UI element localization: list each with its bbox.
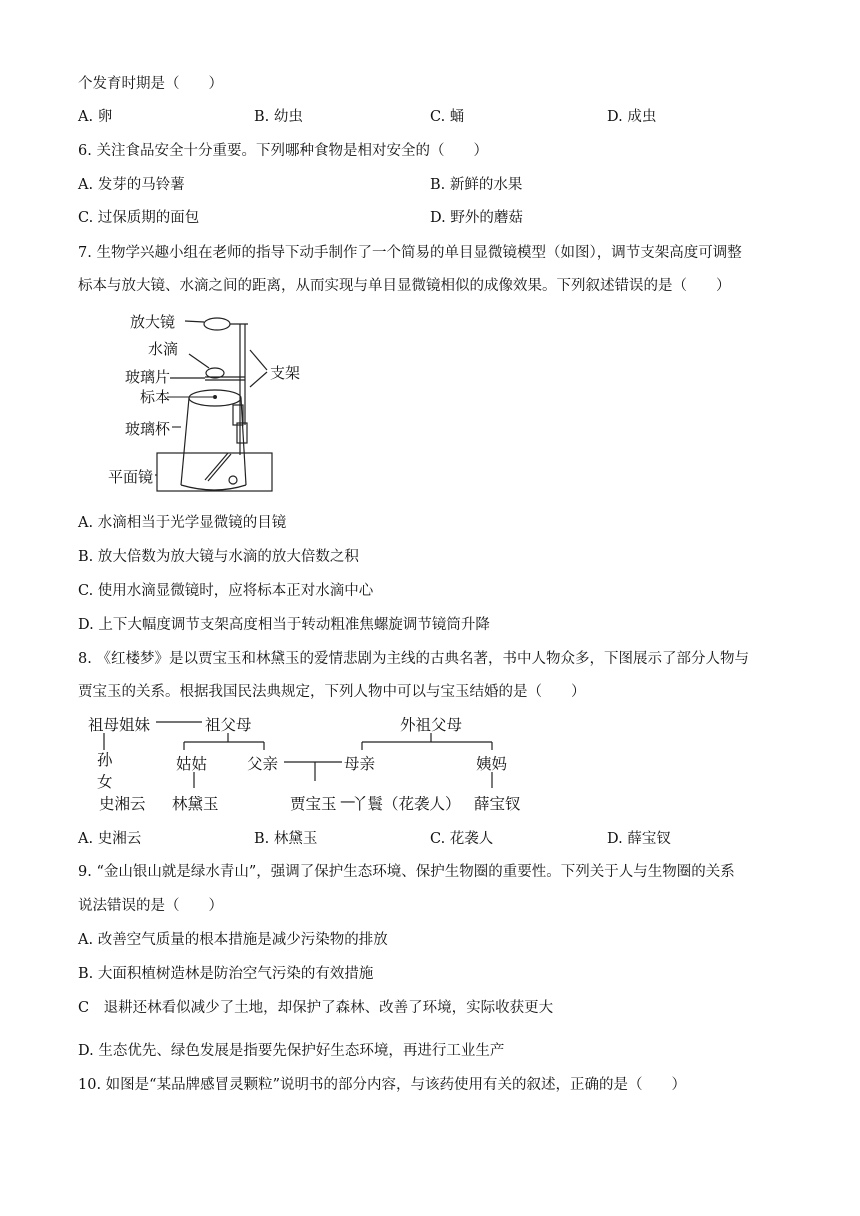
q8-option-a: A. 史湘云 bbox=[78, 831, 142, 847]
q5-option-a: A. 卵 bbox=[78, 109, 113, 125]
q8-option-c: C. 花袭人 bbox=[430, 831, 494, 847]
tree-xue-baochai: 薛宝钗 bbox=[474, 795, 521, 813]
tree-jia-baoyu: 贾宝玉 bbox=[290, 795, 337, 813]
q5-stem: 个发育时期是（ ） bbox=[78, 76, 223, 92]
q6-option-a: A. 发芽的马铃薯 bbox=[78, 177, 185, 193]
q7-option-a: A. 水滴相当于光学显微镜的目镜 bbox=[78, 515, 287, 531]
tree-grandma-sister: 祖母姐妹 bbox=[88, 716, 151, 734]
tree-mother: 母亲 bbox=[344, 755, 376, 773]
q5-option-c: C. 蛹 bbox=[430, 109, 465, 125]
tree-aunt-paternal: 姑姑 bbox=[176, 755, 208, 773]
q6-option-c: C. 过保质期的面包 bbox=[78, 210, 200, 226]
q7-stem-line2: 标本与放大镜、水滴之间的距离，从而实现与单目显微镜相似的成像效果。下列叙述错误的是（ ） bbox=[78, 278, 731, 294]
q8-option-d: D. 薛宝钗 bbox=[607, 831, 671, 847]
tree-maternal-grandparents: 外祖父母 bbox=[400, 716, 463, 734]
tree-father: 父亲 bbox=[247, 755, 279, 773]
q9-option-c: C 退耕还林看似减少了土地，却保护了森林、改善了环境，实际收获更大 bbox=[78, 1000, 554, 1016]
q9-option-a: A. 改善空气质量的根本措施是减少污染物的排放 bbox=[78, 932, 388, 948]
tree-lin-daiyu: 林黛玉 bbox=[172, 795, 219, 813]
q5-option-b: B. 幼虫 bbox=[254, 109, 303, 125]
label-specimen: 标本 bbox=[140, 388, 171, 406]
tree-shi-xiangyun: 史湘云 bbox=[99, 795, 146, 813]
tree-grandparents: 祖父母 bbox=[205, 716, 252, 734]
tree-aunt-maternal: 姨妈 bbox=[476, 755, 508, 773]
q8-stem-line2: 贾宝玉的关系。根据我国民法典规定，下列人物中可以与宝玉结婚的是（ ） bbox=[78, 684, 586, 700]
magnifier-lens bbox=[204, 318, 230, 330]
q6-option-b: B. 新鲜的水果 bbox=[430, 177, 523, 193]
q8-option-b: B. 林黛玉 bbox=[254, 831, 318, 847]
q9-option-d: D. 生态优先、绿色发展是指要先保护好生态环境，再进行工业生产 bbox=[78, 1043, 505, 1059]
q6-stem: 6. 关注食品安全十分重要。下列哪种食物是相对安全的（ ） bbox=[78, 143, 488, 159]
q9-stem-line1: 9. “金山银山就是绿水青山”，强调了保护生态环境、保护生物圈的重要性。下列关于人与生物圈的关系 bbox=[78, 864, 735, 880]
tree-maid-huaxiren: 丫鬟（花袭人） bbox=[352, 795, 461, 813]
q7-option-d: D. 上下大幅度调节支架高度相当于转动粗准焦螺旋调节镜筒升降 bbox=[78, 617, 490, 633]
q9-stem-line2: 说法错误的是（ ） bbox=[78, 898, 223, 914]
q7-stem-line1: 7. 生物学兴趣小组在老师的指导下动手制作了一个简易的单目显微镜模型（如图），调节支架高度可调整 bbox=[78, 245, 742, 261]
tree-dash: — bbox=[340, 792, 356, 810]
specimen-dot bbox=[213, 395, 217, 399]
label-magnifier: 放大镜 bbox=[130, 313, 176, 331]
q10-stem: 10. 如图是“某品牌感冒灵颗粒”说明书的部分内容，与该药使用有关的叙述，正确的是（ ） bbox=[78, 1077, 686, 1093]
q6-option-d: D. 野外的蘑菇 bbox=[430, 210, 523, 226]
tree-granddaughter-2: 女 bbox=[97, 773, 113, 791]
tree-granddaughter-1: 孙 bbox=[97, 751, 113, 769]
q7-option-c: C. 使用水滴显微镜时，应将标本正对水滴中心 bbox=[78, 583, 374, 599]
label-stand: 支架 bbox=[270, 364, 301, 382]
label-water-drop: 水滴 bbox=[148, 340, 179, 358]
q8-stem-line1: 8. 《红楼梦》是以贾宝玉和林黛玉的爱情悲剧为主线的古典名著，书中人物众多，下图展示了部分人物与 bbox=[78, 651, 749, 667]
q7-option-b: B. 放大倍数为放大镜与水滴的放大倍数之积 bbox=[78, 549, 359, 565]
q9-option-b: B. 大面积植树造林是防治空气污染的有效措施 bbox=[78, 966, 374, 982]
q5-option-d: D. 成虫 bbox=[607, 109, 657, 125]
label-glass-slide: 玻璃片 bbox=[125, 368, 171, 386]
label-mirror: 平面镜 bbox=[108, 468, 154, 486]
label-glass-cup: 玻璃杯 bbox=[125, 420, 171, 438]
